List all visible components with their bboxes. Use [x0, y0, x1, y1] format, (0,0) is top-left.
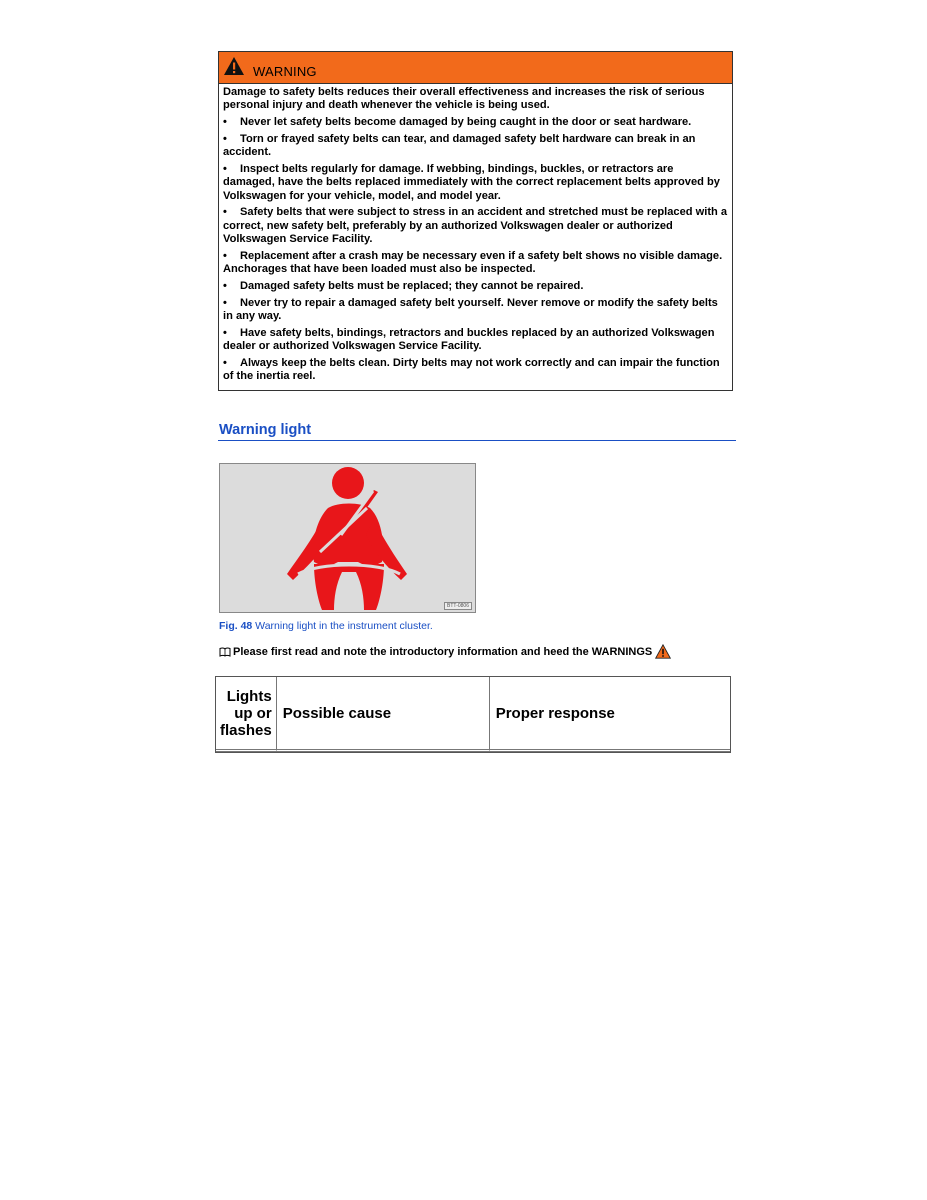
intro-line — [219, 644, 671, 659]
warning-bullet: • Torn or frayed safety belts can tear, and damaged safety belt hardware can break in an accident. — [223, 132, 696, 159]
warning-bullet: • Replacement after a crash may be necessary even if a safety belt shows no visible damage. Anchorages that have been loaded must also be inspected. — [223, 249, 723, 276]
seatbelt-warning-icon — [220, 464, 475, 612]
header-response: Proper response — [490, 677, 730, 752]
section-divider — [218, 440, 736, 441]
warning-triangle-icon — [223, 56, 245, 76]
table-header-row — [216, 677, 730, 752]
warning-triangle-icon[interactable] — [655, 644, 671, 659]
warning-light-figure — [219, 463, 476, 613]
header-cause: Possible cause — [277, 677, 490, 752]
warning-title: WARNING — [253, 64, 317, 79]
figure-caption — [219, 620, 433, 632]
cause-table — [215, 676, 731, 754]
warning-bullet: • Always keep the belts clean. Dirty belts may not work correctly and can impair the function of the inertia reel. — [223, 356, 720, 383]
warning-header — [219, 52, 732, 84]
warning-bullet: • Never try to repair a damaged safety belt yourself. Never remove or modify the safety belts in any way. — [223, 296, 718, 322]
figure-caption-label: Fig. 48 — [219, 620, 253, 632]
figure-caption-text: Warning light in the instrument cluster. — [252, 620, 433, 632]
warning-bullet: • Never let safety belts become damaged by being caught in the door or seat hardware. — [223, 116, 692, 129]
warning-intro: Damage to safety belts reduces their overall effectiveness and increases the risk of serious personal injury and death whenever the vehicle is being used. — [223, 86, 705, 112]
header-lights: Lights up or flashes — [216, 677, 277, 752]
warning-body — [219, 84, 732, 390]
warning-box — [218, 51, 733, 391]
warning-bullet: • Inspect belts regularly for damage. If webbing, bindings, buckles, or retractors are damaged, have the belts replaced immediately with the correct replacement belts approved by Volkswagen for your vehicle, model, and model year. — [223, 162, 720, 202]
warning-bullet: • Safety belts that were subject to stress in an accident and stretched must be replaced with a correct, new safety belt, preferably by an authorized Volkswagen dealer or authorized Volkswagen Service Facility. — [223, 206, 728, 245]
book-icon — [219, 647, 231, 657]
warning-bullet: • Damaged safety belts must be replaced; they cannot be repaired. — [223, 279, 584, 292]
figure-code: BTT-0806 — [444, 602, 472, 610]
warning-bullet: • Have safety belts, bindings, retractors and buckles replaced by an authorized Volkswagen dealer or authorized Volkswagen Service Facility. — [223, 326, 715, 353]
section-title: Warning light — [219, 422, 312, 438]
intro-link[interactable]: Please first read and note the introductory information and heed the WARNINGS — [233, 645, 653, 658]
